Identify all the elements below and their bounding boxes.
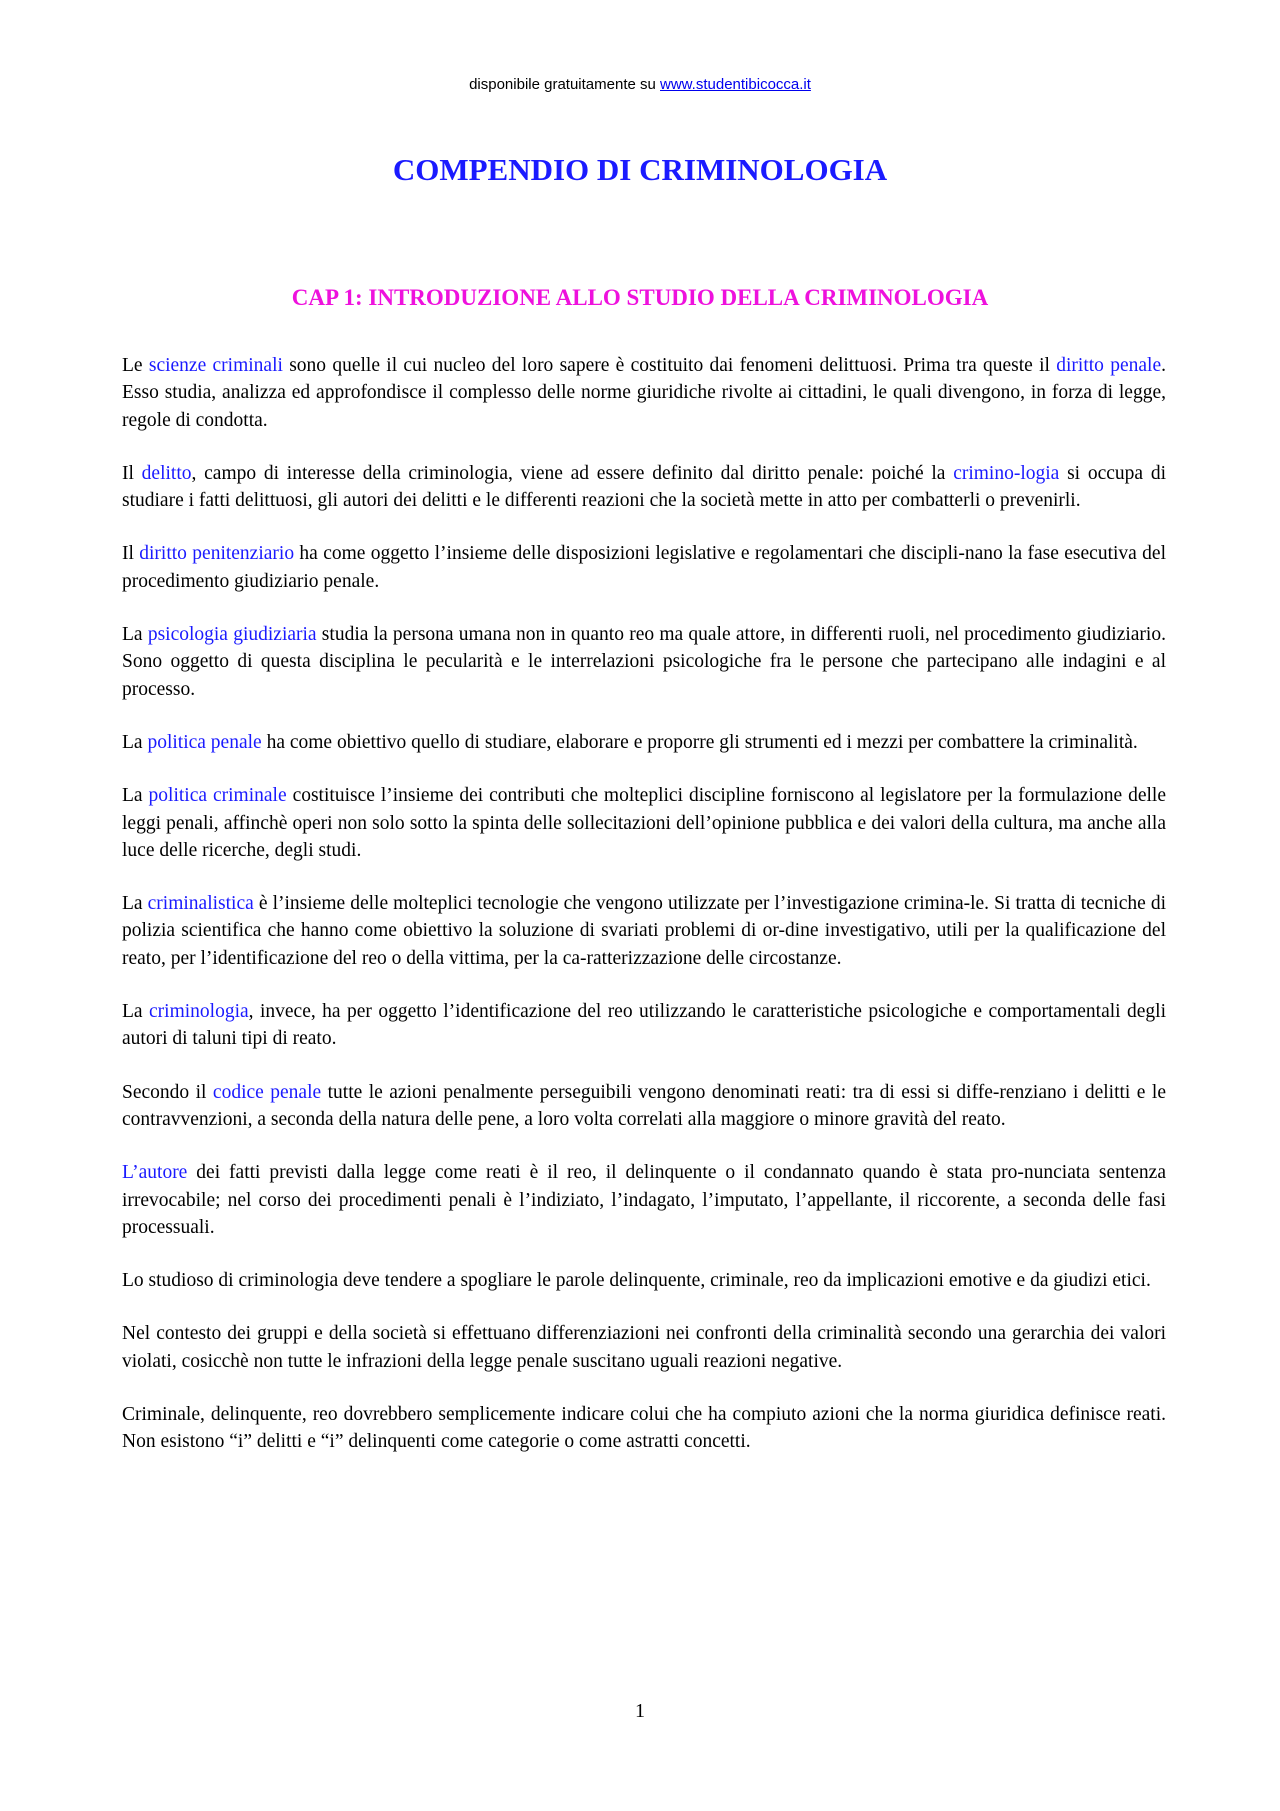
paragraph-text: Criminale, delinquente, reo dovrebbero semplicemente indicare colui che ha compiuto azioni che la norma giuridica definisce reati. Non esistono “i” delitti e “i” delinquenti come categorie o come astratti concetti. [122, 1404, 1166, 1453]
highlighted-term: delitto [141, 462, 192, 484]
paragraph-text: ha come oggetto l’insieme delle disposizioni legislative e regolamentari che discipli-nano la fase esecutiva del procedimento giudiziario penale. [122, 543, 1166, 592]
paragraph [122, 998, 1166, 1053]
paragraph-text: Il [122, 462, 142, 484]
paragraph-text: ha come obiettivo quello di studiare, elaborare e proporre gli strumenti ed i mezzi per combattere la criminalità. [261, 731, 1138, 753]
paragraph-text: La [122, 624, 148, 646]
body-text [122, 352, 1166, 1482]
paragraph-text: La [122, 785, 149, 807]
paragraph [122, 1320, 1166, 1375]
paragraph [122, 1079, 1166, 1134]
paragraph [122, 782, 1166, 864]
highlighted-term: politica criminale [148, 785, 287, 807]
paragraph-text: , campo di interesse della criminologia, viene ad essere definito dal diritto penale: poiché la [191, 462, 954, 484]
paragraph [122, 729, 1166, 756]
paragraph [122, 621, 1166, 703]
paragraph-text: tutte le azioni penalmente perseguibili vengono denominati reati: tra di essi si diffe-renziano i delitti e le contravvenzioni, a seconda della natura delle pene, a loro volta correlati alla maggiore o minore gravità del reato. [122, 1081, 1166, 1130]
chapter-title: CAP 1: INTRODUZIONE ALLO STUDIO DELLA CRIMINOLOGIA [291, 285, 989, 310]
paragraph-text: Secondo il [122, 1081, 213, 1103]
paragraph-text: costituisce l’insieme dei contributi che molteplici discipline forniscono al legislatore per la formulazione delle leggi penali, affinchè operi non solo sotto la spinta delle sollecitazioni dell’opinione pubblica e dei valori della cultura, ma anche alla luce delle ricerche, degli studi. [122, 785, 1166, 861]
paragraph-text: è l’insieme delle molteplici tecnologie che vengono utilizzate per l’investigazione crimina-le. Si tratta di tecniche di polizia scientifica che hanno come obiettivo la soluzione di svariati problemi di or-dine investigativo, utili per la qualificazione del reato, per l’identificazione del reo o della vittima, per la ca-ratterizzazione delle circostanze. [122, 893, 1166, 969]
paragraph-text: La [122, 1001, 149, 1023]
paragraph [122, 1159, 1166, 1241]
highlighted-term: scienze criminali [148, 355, 283, 376]
highlighted-term: criminologia [149, 1001, 249, 1023]
paragraph-text: Nel contesto dei gruppi e della società si effettuano differenziazioni nei confronti della criminalità secondo una gerarchia dei valori violati, cosicchè non tutte le infrazioni della legge penale suscitano uguali reazioni negative. [122, 1323, 1166, 1372]
paragraph [122, 540, 1166, 595]
paragraph [122, 890, 1166, 972]
paragraph-text: studia la persona umana non in quanto reo ma quale attore, in differenti ruoli, nel procedimento giudiziario. Sono oggetto di questa disciplina le pecularità e le interrelazioni psicologiche fra le persone che partecipano alle indagini e al processo. [122, 624, 1166, 700]
paragraph [122, 1401, 1166, 1456]
highlighted-term: politica penale [147, 731, 262, 753]
highlighted-term: L’autore [122, 1162, 188, 1184]
highlighted-term: codice penale [212, 1081, 322, 1103]
paragraph [122, 1267, 1166, 1294]
paragraph-text: . Esso studia, analizza ed approfondisce il complesso delle norme giuridiche rivolte ai cittadini, le quali divengono, in forza di legge, regole di condotta. [122, 355, 1166, 431]
paragraph-text: si occupa di studiare i fatti delittuosi, gli autori dei delitti e le differenti reazioni che la società mette in atto per combatterli o prevenirli. [122, 462, 1166, 512]
header-prefix: disponibile gratuitamente su [469, 76, 661, 93]
highlighted-term: diritto penitenziario [139, 543, 295, 565]
paragraph [122, 460, 1166, 515]
paragraph-text: La [122, 731, 148, 753]
paragraph-text: La [122, 893, 148, 915]
paragraph-text: , invece, ha per oggetto l’identificazione del reo utilizzando le caratteristiche psicologiche e comportamentali degli autori di taluni tipi di reato. [122, 1001, 1166, 1050]
paragraph [122, 352, 1166, 434]
page-number: 1 [635, 1700, 645, 1722]
paragraph-text: Le [122, 355, 149, 376]
paragraph-text: dei fatti previsti dalla legge come reati è il reo, il delinquente o il condannato quando è stata pro-nunciata sentenza irrevocabile; nel corso dei procedimenti penali è l’indiziato, l’indagato, l’imputato, l’appellante, il riccorente, a seconda delle fasi processuali. [122, 1162, 1166, 1238]
highlighted-term: crimino-logia [953, 462, 1060, 484]
header-note [0, 76, 1280, 93]
document-title: COMPENDIO DI CRIMINOLOGIA [392, 152, 888, 187]
highlighted-term: diritto penale [1056, 355, 1162, 376]
highlighted-term: criminalistica [147, 893, 254, 915]
paragraph-text: Lo studioso di criminologia deve tendere a spogliare le parole delinquente, criminale, reo da implicazioni emotive e da giudizi etici. [122, 1270, 1151, 1292]
site-link[interactable]: www.studentibicocca.it [660, 76, 811, 93]
paragraph-text: Il [122, 543, 140, 565]
paragraph-text: sono quelle il cui nucleo del loro sapere è costituito dai fenomeni delittuosi. Prima tra queste il [282, 355, 1057, 376]
highlighted-term: psicologia giudiziaria [147, 624, 317, 646]
